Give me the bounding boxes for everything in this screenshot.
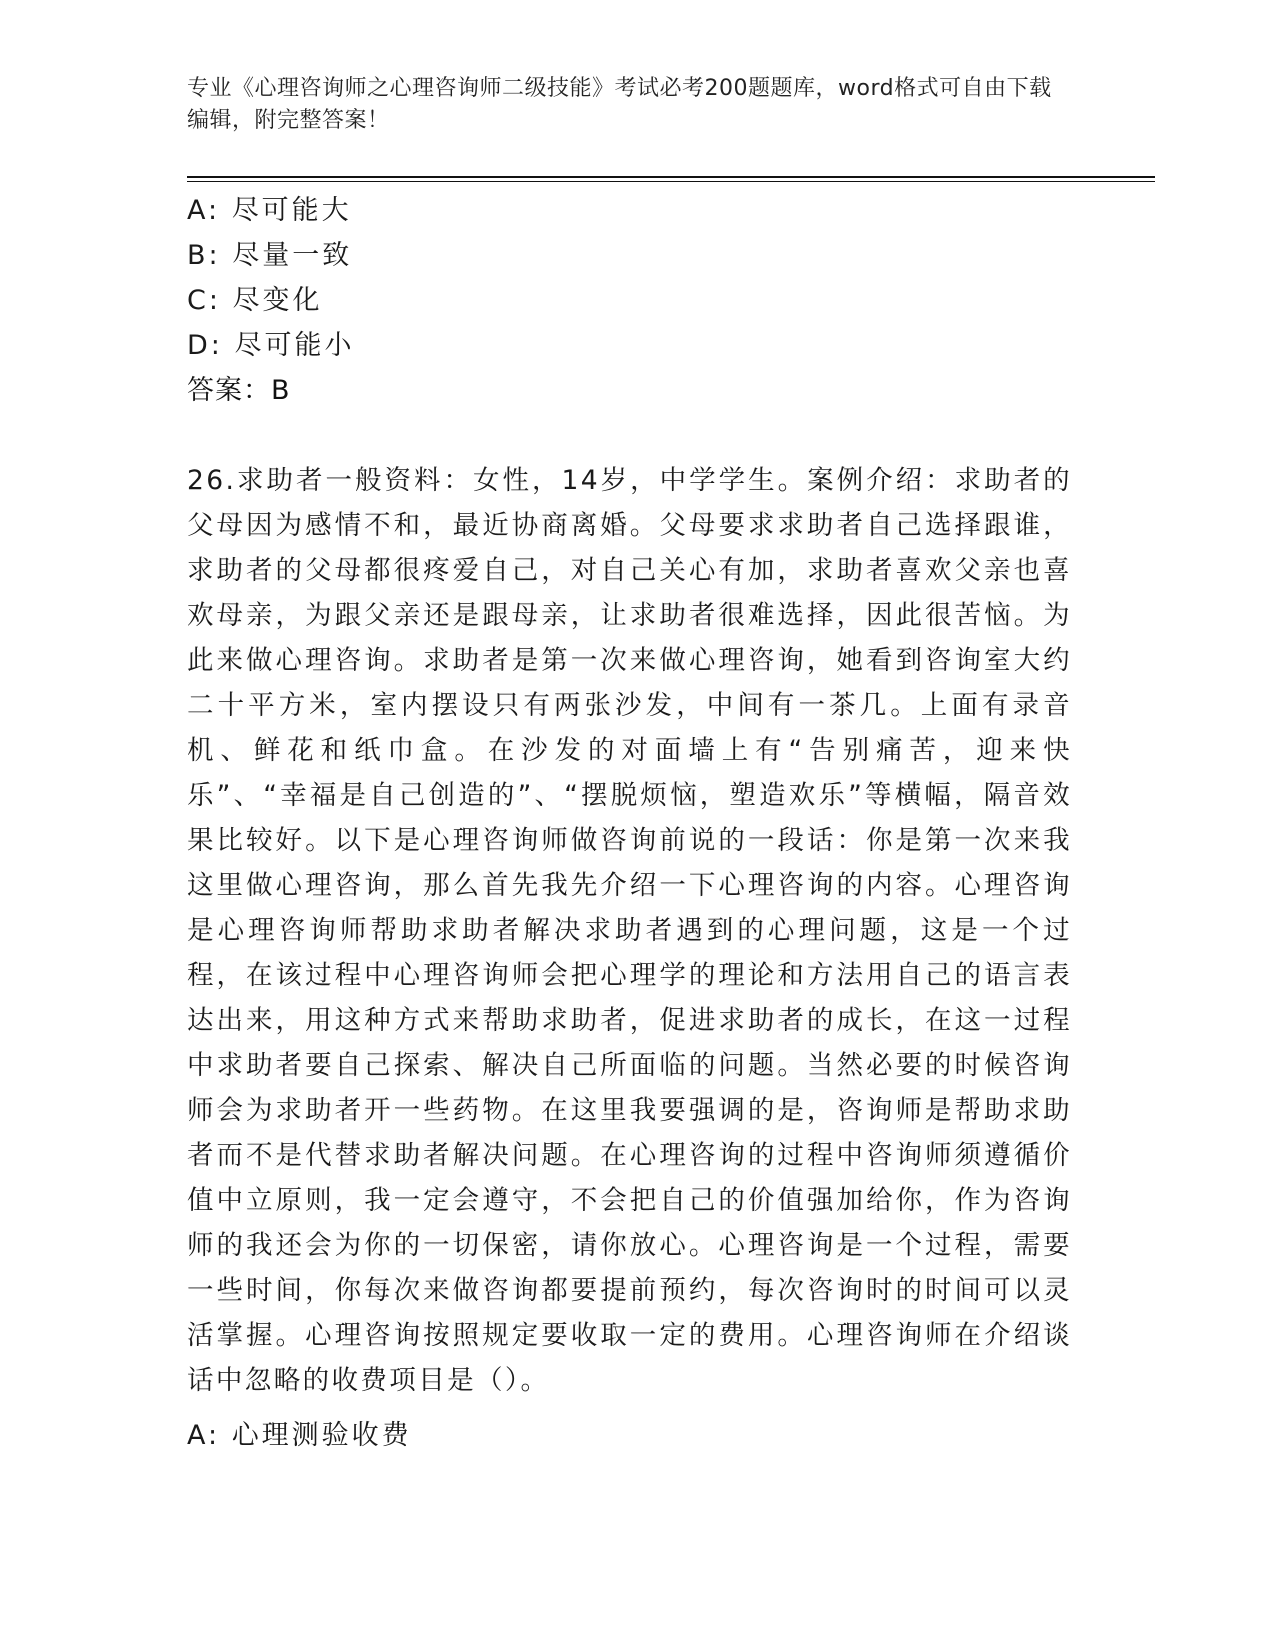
option-d-text: 尽可能小 <box>234 330 355 361</box>
option-d-label: D: <box>187 330 223 361</box>
option-b <box>187 233 1087 278</box>
option-b-label: B: <box>187 240 221 271</box>
option-c-label: C: <box>187 285 221 316</box>
header-divider <box>187 176 1155 182</box>
question-26-option-a-label: A: <box>187 1420 221 1451</box>
option-c-text: 尽变化 <box>232 285 323 316</box>
previous-question-options <box>187 188 1087 413</box>
question-26 <box>187 458 1072 1403</box>
option-b-text: 尽量一致 <box>232 240 353 271</box>
question-text: 求助者一般资料：女性，14岁，中学学生。案例介绍：求助者的父母因为感情不和，最近协商离婚。父母要求求助者自己选择跟谁，求助者的父母都很疼爱自己，对自己关心有加，求助者喜欢父亲也喜欢母亲，为跟父亲还是跟母亲，让求助者很难选择，因此很苦恼。为此来做心理咨询。求助者是第一次来做心理咨询，她看到咨询室大约二十平方米，室内摆设只有两张沙发，中间有一茶几。上面有录音机、鲜花和纸巾盒。在沙发的对面墙上有“告别痛苦，迎来快乐”、“幸福是自己创造的”、“摆脱烦恼，塑造欢乐”等横幅，隔音效果比较好。以下是心理咨询师做咨询前说的一段话：你是第一次来我这里做心理咨询，那么首先我先介绍一下心理咨询的内容。心理咨询是心理咨询师帮助求助者解决求助者遇到的心理问题，这是一个过程，在该过程中心理咨询师会把心理学的理论和方法用自己的语言表达出来，用这种方式来帮助求助者，促进求助者的成长，在这一过程中求助者要自己探索、解决自己所面临的问题。当然必要的时候咨询师会为求助者开一些药物。在这里我要强调的是，咨询师是帮助求助者而不是代替求助者解决问题。在心理咨询的过程中咨询师须遵循价值中立原则，我一定会遵守，不会把自己的价值强加给你，作为咨询师的我还会为你的一切保密，请你放心。心理咨询是一个过程，需要一些时间，你每次来做咨询都要提前预约，每次咨询时的时间可以灵活掌握。心理咨询按照规定要收取一定的费用。心理咨询师在介绍谈话中忽略的收费项目是（）。 <box>187 465 1072 1396</box>
question-26-option-a-text: 心理测验收费 <box>231 1420 412 1451</box>
option-a <box>187 188 1087 233</box>
option-a-text: 尽可能大 <box>231 195 352 226</box>
question-number: 26. <box>187 465 237 496</box>
answer-line: 答案：B <box>187 375 291 406</box>
option-a-label: A: <box>187 195 221 226</box>
header-title: 专业《心理咨询师之心理咨询师二级技能》考试必考200题题库，word格式可自由下载编辑，附完整答案！ <box>187 76 1052 133</box>
option-d <box>187 323 1087 368</box>
question-26-option-a <box>187 1413 412 1458</box>
option-c <box>187 278 1087 323</box>
page-header <box>187 73 1067 137</box>
